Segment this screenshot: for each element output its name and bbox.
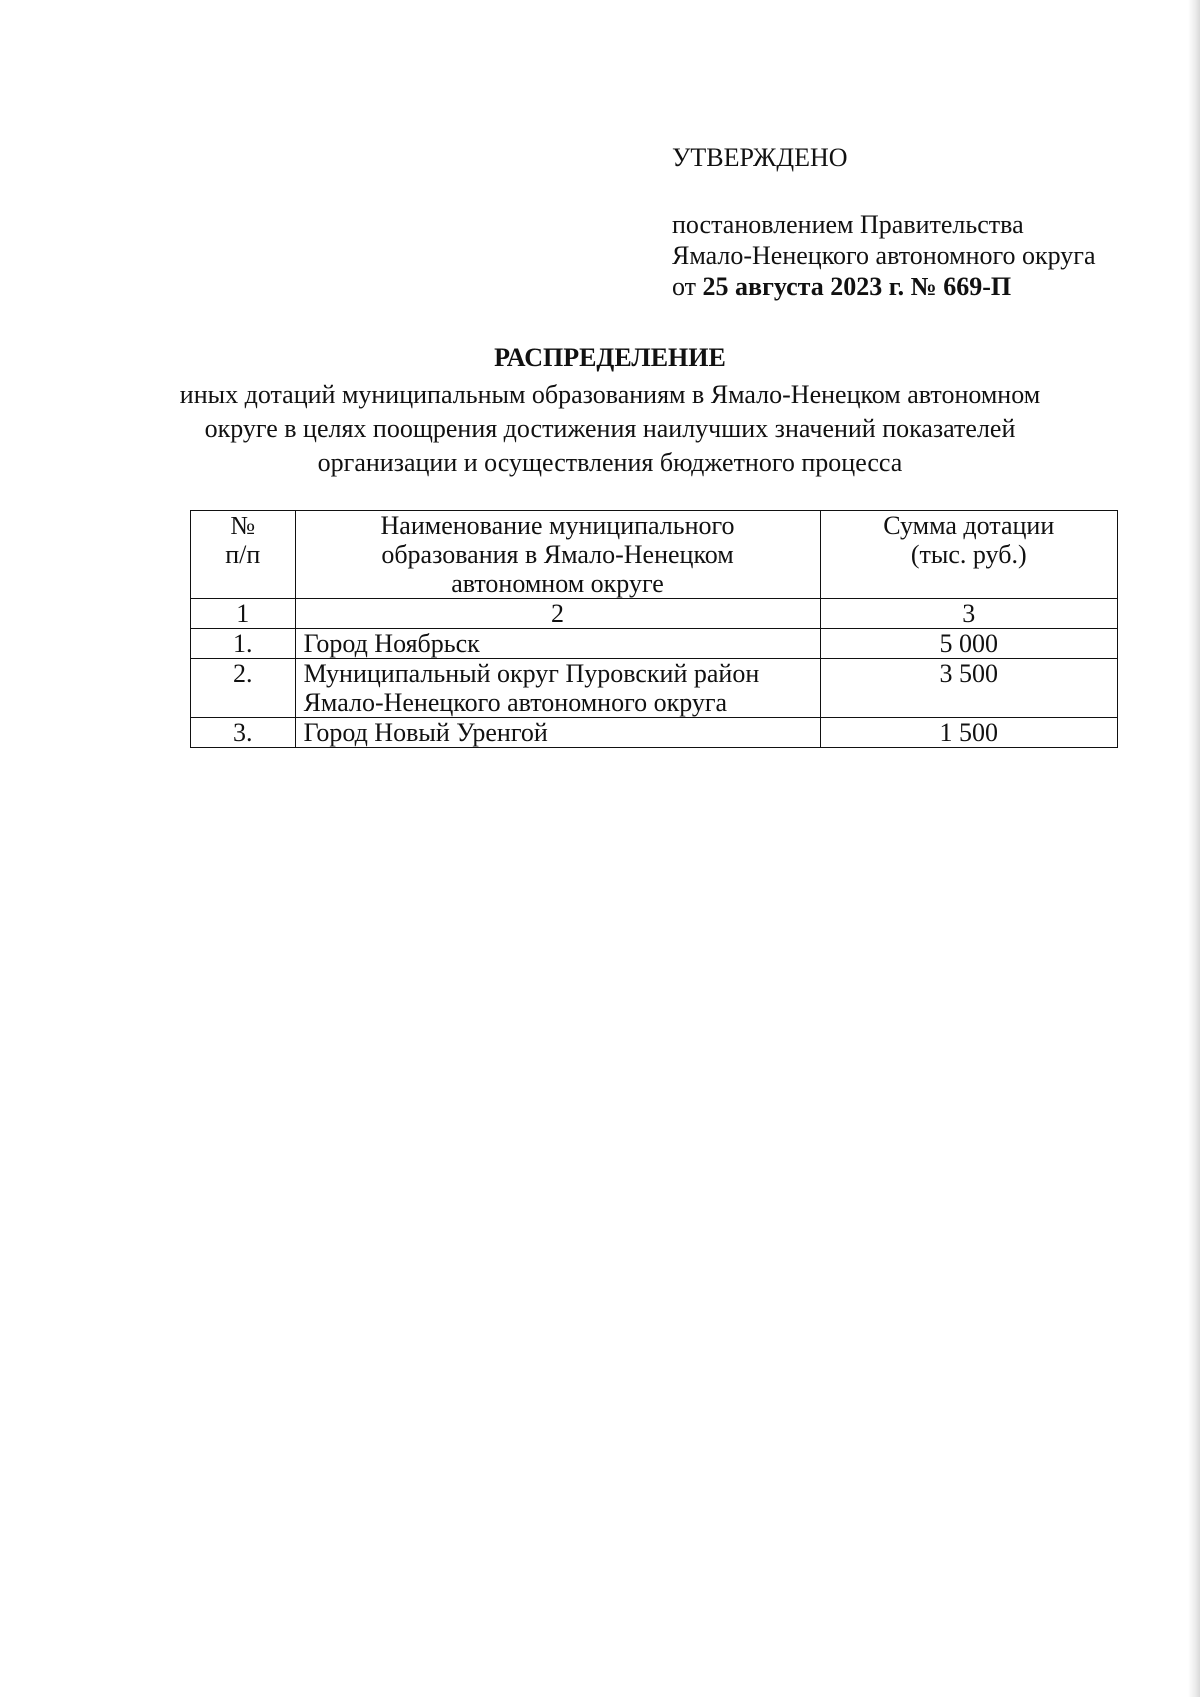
subtitle-line-2: округе в целях поощрения достижения наилучших значений показателей [204,414,1016,443]
row-name [295,629,820,659]
column-number-2: 2 [295,599,820,629]
approval-stamp: УТВЕРЖДЕНО [672,143,848,172]
row-amount: 5 000 [820,629,1118,659]
row-name-line: Муниципальный округ Пуровский район [303,659,760,688]
header-name-line-3: автономном округе [451,569,664,598]
header-amount [820,511,1118,599]
approval-line-2: Ямало-Ненецкого автономного округа [672,241,1096,270]
row-name [295,718,820,748]
row-name [295,659,820,718]
header-amount-line-1: Сумма дотации [883,511,1055,540]
header-name [295,511,820,599]
column-number-row [191,599,1118,629]
column-number-1: 1 [191,599,296,629]
table-row [191,718,1118,748]
approval-date: 25 августа 2023 г. № 669-П [702,272,1012,301]
header-num [191,511,296,599]
document-title: РАСПРЕДЕЛЕНИЕ [494,343,726,372]
table-row [191,659,1118,718]
header-name-line-1: Наименование муниципального [380,511,735,540]
row-name-line: Ямало-Ненецкого автономного округа [303,688,728,717]
column-number-3: 3 [820,599,1118,629]
table-row [191,629,1118,659]
approval-line-1: постановлением Правительства [672,210,1024,239]
row-num: 1. [191,629,296,659]
subtitle-line-3: организации и осуществления бюджетного процесса [317,448,903,477]
header-num-line-1: № [230,511,256,540]
row-amount: 3 500 [820,659,1118,718]
row-name-line: Город Новый Уренгой [303,718,548,747]
table-header-row [191,511,1118,599]
row-num: 3. [191,718,296,748]
row-amount: 1 500 [820,718,1118,748]
header-num-line-2: п/п [225,540,261,569]
row-name-line: Город Ноябрьск [303,629,480,658]
approval-block [672,142,1172,302]
header-amount-line-2: (тыс. руб.) [910,540,1027,569]
row-num: 2. [191,659,296,718]
approval-date-prefix: от [672,272,697,301]
header-name-line-2: образования в Ямало-Ненецком [381,540,734,569]
subtitle-line-1: иных дотаций муниципальным образованиям в Ямало-Ненецком автономном [179,380,1041,409]
distribution-table [190,510,1118,748]
page-edge-shadow [1188,0,1200,1697]
approval-date-line [672,271,1172,302]
document-subtitle [160,378,1060,480]
